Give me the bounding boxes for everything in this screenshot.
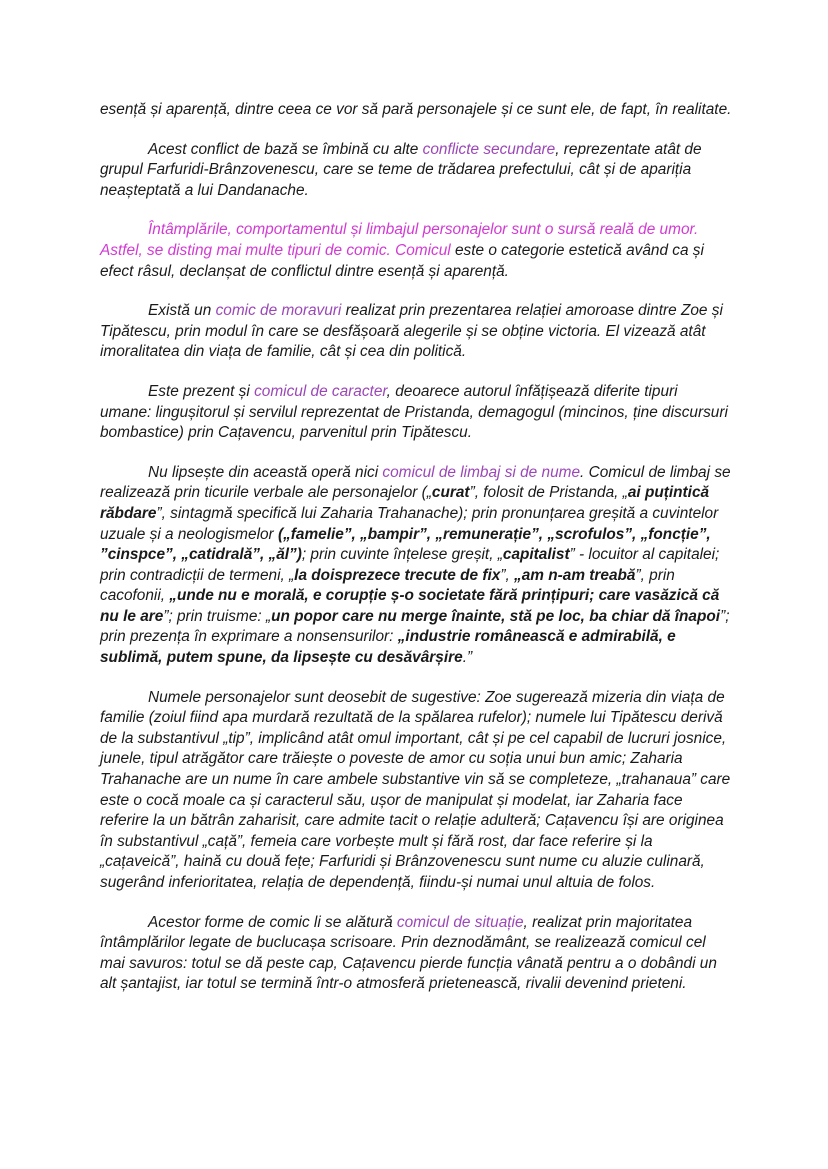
- text-run: este o categorie estetică având ca și efect râsul, declanșat de conflictul dintre esență și aparență.: [100, 241, 704, 280]
- text-run: , realizat prin majoritatea întâmplărilor legate de buclucașa scrisoare. Prin deznodământ, se realizează comicul cel mai savuros: totul se dă peste cap, Cațavencu pierde funcția vânată pentru a o dobândi un alt șantajist, iar totul se termină într-o atmosferă prietenească, rivalii devenind prieteni.: [100, 913, 717, 993]
- text-run: ”,: [500, 566, 515, 584]
- bold-quote: „unde nu e morală, e corupție ș-o societate fără prințipuri; care vasăzică că nu le are: [100, 587, 720, 625]
- text-run: , reprezentate atât de grupul Farfuridi-Brânzovenescu, care se teme de trădarea prefectului, cât și de apariția neașteptată a lui Dandanache.: [100, 140, 702, 199]
- text-run: esență și aparență, dintre ceea ce vor să pară personajele și ce sunt ele, de fapt, în realitate.: [100, 101, 732, 118]
- text-run: ”; prin truisme: „: [163, 607, 272, 625]
- highlighted-term: comicul de limbaj si de nume: [382, 463, 581, 481]
- text-run: Există un: [148, 302, 216, 320]
- paragraph-4: [100, 301, 732, 363]
- text-run: ”; prin prezența în exprimare a nonsensurilor:: [100, 607, 730, 646]
- text-run: Este prezent și: [148, 382, 255, 400]
- text-run: ”, sintagmă specifică lui Zaharia Trahanache); prin pronunțarea greșită a cuvintelor uzuale și a neologismelor: [100, 504, 719, 543]
- bold-quote: ai puțintică răbdare: [100, 484, 710, 522]
- paragraph-8: [100, 913, 732, 995]
- bold-quote: la doisprezece trecute de fix: [294, 566, 501, 584]
- paragraph-6: [100, 463, 732, 669]
- text-run: . Comicul de limbaj se realizează prin ticurile verbale ale personajelor („: [100, 463, 731, 502]
- bold-quote: curat: [431, 484, 470, 502]
- text-run: realizat prin prezentarea relației amoroase dintre Zoe și Tipătescu, prin modul în care se desfășoară alegerile și se obține victoria. El vizează atât imoralitatea din viața de familie, cât și cea din politică.: [100, 302, 723, 361]
- text-run: .”: [462, 649, 473, 667]
- text-run: , deoarece autorul înfățișează diferite tipuri umane: lingușitorul și servilul reprezentat de Pristanda, demagogul (mincinos, ține discursuri bombastice) prin Cațavencu, parvenitul prin Tipătescu.: [100, 382, 728, 442]
- paragraph-3: [100, 220, 732, 282]
- paragraph-5: [100, 382, 732, 444]
- highlighted-term: Întâmplările, comportamentul și limbajul personajelor sunt o sursă reală de umor. Astfel, se disting mai multe tipuri de comic. Comicul: [100, 221, 699, 259]
- document-body: [100, 100, 732, 995]
- text-run: Numele personajelor sunt deosebit de sugestive: Zoe sugerează mizeria din viața de familie (zoiul fiind apa murdară rezultată de la spălarea rufelor); numele lui Tipătescu derivă de la substantivul „tip”, implicând atât omul important, cât și pe cel capabil de lucruri josnice, junele, tipul atrăgător care trăiește o poveste de amor cu soția unui bun amic; Zaharia Trahanache are un nume în care ambele substantive vin să se completeze, „trahanaua” care este o cocă moale ca și caracterul său, ușor de manipulat și modelat, iar Zaharia face referire la un bătrân zaharisit, care admite tacit o relație adulteră; Cațavencu își are originea în substantivul „cață”, femeia care vorbește mult și fără rost, dar face referire și la „cațaveică”, haină cu două fețe; Farfuridi și Brânzovenescu sunt nume cu aluzie culinară, sugerând inferioritatea, relația de dependență, fiindu-și numai unul altuia de folos.: [100, 688, 731, 891]
- bold-quote: („famelie”, „bampir”, „remunerație”, „scrofulos”, „foncție”, ”cinspce”, „catidrală”, „ăl”): [100, 525, 711, 564]
- highlighted-term: comicul de caracter: [254, 382, 387, 400]
- highlighted-term: comic de moravuri: [215, 302, 342, 320]
- text-run: ” - locuitor al capitalei; prin contradicții de termeni, „: [100, 546, 720, 584]
- highlighted-term: comicul de situație: [396, 913, 524, 931]
- text-run: ”, prin cacofonii,: [100, 566, 675, 605]
- bold-quote: „industrie românească e admirabilă, e sublimă, putem spune, da lipsește cu desăvârșire: [100, 628, 676, 667]
- bold-quote: un popor care nu merge înainte, stă pe loc, ba chiar dă înapoi: [271, 607, 721, 625]
- paragraph-2: [100, 140, 732, 202]
- text-run: ”, folosit de Pristanda, „: [469, 484, 628, 502]
- bold-quote: capitalist: [502, 546, 570, 564]
- text-run: Nu lipsește din această operă nici: [148, 463, 383, 481]
- text-run: ; prin cuvinte înțelese greșit, „: [301, 546, 503, 564]
- text-run: Acest conflict de bază se îmbină cu alte: [148, 140, 423, 158]
- highlighted-term: conflicte secundare: [422, 140, 556, 158]
- bold-quote: „am n-am treabă: [514, 566, 636, 584]
- paragraph-7: [100, 688, 732, 894]
- text-run: Acestor forme de comic li se alătură: [148, 913, 397, 931]
- paragraph-1: [100, 100, 732, 121]
